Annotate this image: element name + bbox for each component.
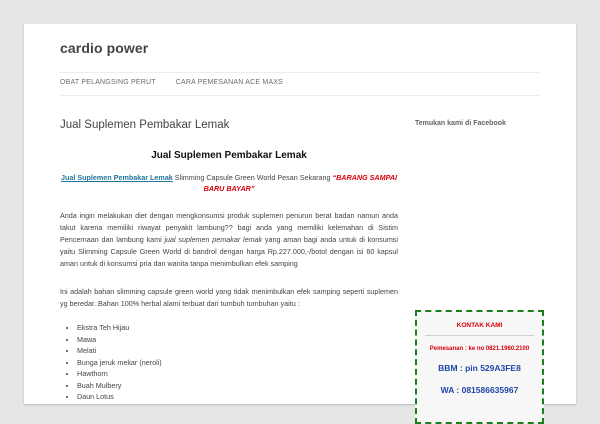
article-title: Jual Suplemen Pembakar Lemak (60, 119, 230, 131)
facebook-widget-title: Temukan kami di Facebook (415, 120, 506, 127)
contact-bbm-pin: BBM : pin 529A3FE8 (438, 363, 521, 373)
list-item: • Hawthorn (77, 368, 398, 380)
list-item: • Mawa (77, 334, 398, 346)
contact-divider (425, 335, 534, 336)
sidebar (415, 120, 545, 127)
nav-divider-bottom (60, 95, 540, 96)
article-headline: Jual Suplemen Pembakar Lemak (151, 150, 307, 161)
nav-divider-top (60, 72, 540, 73)
paragraph-1-emphasis: jual suplemen pemakar lemak (164, 235, 263, 244)
list-item: • Ekstra Teh Hijau (77, 322, 398, 334)
list-item: • Buah Mulbery (77, 380, 398, 392)
list-item: • Melati (77, 345, 398, 357)
article-paragraph-1 (60, 210, 398, 270)
list-item: • Daun Lotus (77, 391, 398, 403)
product-link[interactable]: Jual Suplemen Pembakar Lemak (60, 173, 173, 182)
paragraph-1-text-end: yang aman bagi anda untuk di konsumsi yaitu Slimming Capsule Green World di bandrol dengan harga Rp.227.000,-/botol dengan isi 60 kapsul aman untuk di konsumsi pria dan wanita tanpa menimbulkan efek samping (60, 235, 398, 268)
contact-box (415, 310, 544, 424)
ingredient-list (60, 322, 398, 403)
paragraph-1-text: Anda ingin melakukan diet dengan mengkonsumsi produk suplemen penurun berat badan namun anda takut karena memiliki riwayat penyakit lambung?? bagi anda yang memiliki kelemahan di Sistim Pencernaan dan lambung kami (60, 211, 398, 244)
contact-title: KONTAK KAMI (456, 322, 503, 329)
site-title[interactable]: cardio power (60, 40, 149, 56)
intro-text: Slimming Capsule Green World Pesan Sekarang (172, 173, 333, 182)
contact-order-number: Pemesanan : ke no 0821.1960.2100 (429, 346, 530, 352)
article-content (60, 119, 398, 403)
list-item: • Bunga jeruk mekar (neroli) (77, 357, 398, 369)
article-intro (60, 172, 398, 194)
cod-promo-text: “BARANG SAMPAI BARU BAYAR” (203, 173, 398, 193)
nav-item-obat-pelangsing-perut[interactable]: OBAT PELANGSING PERUT (60, 79, 156, 86)
nav-item-cara-pemesanan[interactable]: CARA PEMESANAN ACE MAXS (175, 79, 284, 86)
main-navigation (60, 79, 303, 86)
contact-whatsapp: WA : 081586635967 (440, 385, 519, 395)
article-paragraph-2: Ini adalah bahan slimming capsule green world yang tidak menimbulkan efek samping seperti suplemen yg beredar..Bahan 100% herbal alami terbuat dari tumbuh tumbuhan yaitu : (60, 287, 398, 308)
page-container (24, 24, 576, 404)
